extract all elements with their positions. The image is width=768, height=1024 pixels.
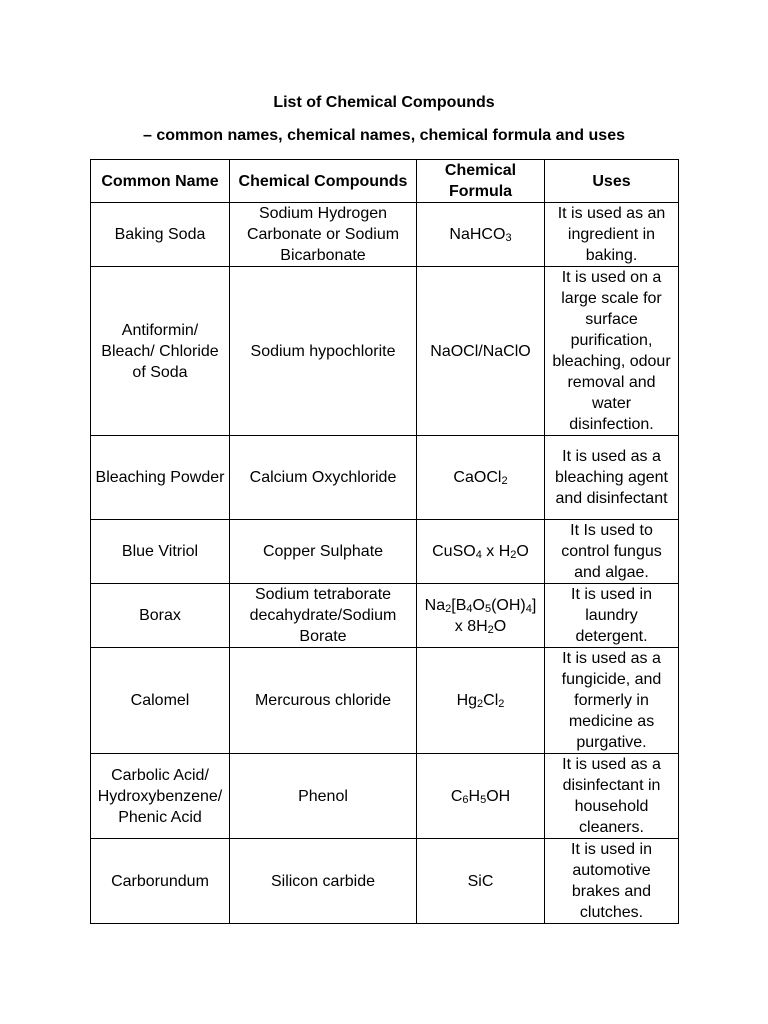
formula-part: NaOCl/NaClO xyxy=(430,342,531,360)
formula-part: CaOCl xyxy=(453,469,502,486)
formula-part: SiC xyxy=(467,872,494,890)
formula-cell xyxy=(417,839,545,924)
formula-cell xyxy=(417,520,545,584)
common-name-cell: Blue Vitriol xyxy=(91,520,230,584)
compound-cell: Phenol xyxy=(230,754,417,839)
uses-cell: It Is used to control fungus and algae. xyxy=(545,520,679,584)
table-row xyxy=(91,584,679,648)
table-row xyxy=(91,203,679,267)
common-name-cell: Carborundum xyxy=(91,839,230,924)
table-header-row xyxy=(91,160,679,203)
compound-cell: Copper Sulphate xyxy=(230,520,417,584)
formula-subscript: 6 xyxy=(462,793,469,806)
formula-part: (OH) xyxy=(491,596,526,614)
formula-part: O xyxy=(516,543,529,560)
formula-subscript: 2 xyxy=(501,475,508,487)
formula-part: CuSO xyxy=(432,543,476,560)
compound-cell: Sodium hypochlorite xyxy=(230,267,417,436)
page-subtitle: – common names, chemical names, chemical formula and uses xyxy=(143,127,625,144)
page-title: List of Chemical Compounds xyxy=(273,94,495,111)
formula-subscript: 2 xyxy=(477,698,484,710)
table-row xyxy=(91,648,679,754)
formula-part: O xyxy=(472,596,485,614)
formula-cell xyxy=(417,203,545,267)
formula-subscript: 4 xyxy=(475,549,482,561)
formula-part: ] x 8H xyxy=(454,596,537,635)
compound-cell: Sodium Hydrogen Carbonate or Sodium Bicarbonate xyxy=(230,203,417,267)
uses-cell: It is used as a fungicide, and formerly in medicine as purgative. xyxy=(545,648,679,754)
common-name-cell: Baking Soda xyxy=(91,203,230,267)
uses-cell: It is used on a large scale for surface purification, bleaching, odour removal and water disinfection. xyxy=(545,267,679,436)
header-chemical-compounds: Chemical Compounds xyxy=(230,160,417,203)
formula-part: C xyxy=(450,787,463,805)
compound-cell: Calcium Oxychloride xyxy=(230,436,417,520)
formula-subscript: 2 xyxy=(498,698,505,710)
formula-part: Na xyxy=(424,596,446,614)
formula-part: Hg xyxy=(456,692,478,709)
uses-cell: It is used as a disinfectant in household cleaners. xyxy=(545,754,679,839)
formula-part: H xyxy=(468,787,481,805)
formula-part: NaHCO xyxy=(449,226,506,243)
compound-cell: Mercurous chloride xyxy=(230,648,417,754)
table-row xyxy=(91,754,679,839)
common-name-cell: Bleaching Powder xyxy=(91,436,230,520)
compound-cell: Silicon carbide xyxy=(230,839,417,924)
formula-part: O xyxy=(493,617,507,635)
uses-cell: It is used in automotive brakes and clutches. xyxy=(545,839,679,924)
formula-subscript: 3 xyxy=(505,232,512,244)
common-name-cell: Antiformin/ Bleach/ Chloride of Soda xyxy=(91,267,230,436)
formula-subscript: 2 xyxy=(487,623,494,636)
uses-cell: It is used as a bleaching agent and disinfectant xyxy=(545,436,679,520)
table-row xyxy=(91,520,679,584)
formula-cell xyxy=(417,648,545,754)
formula-cell xyxy=(417,584,545,648)
formula-subscript: 2 xyxy=(445,602,452,615)
table-row xyxy=(91,436,679,520)
formula-cell xyxy=(417,754,545,839)
compound-cell: Sodium tetraborate decahydrate/Sodium Borate xyxy=(230,584,417,648)
common-name-cell: Carbolic Acid/ Hydroxybenzene/ Phenic Acid xyxy=(91,754,230,839)
formula-subscript: 4 xyxy=(466,602,473,615)
header-uses: Uses xyxy=(545,160,679,203)
formula-part: OH xyxy=(486,787,511,805)
formula-subscript: 5 xyxy=(484,602,492,615)
formula-part: [B xyxy=(451,596,467,614)
uses-cell: It is used as an ingredient in baking. xyxy=(545,203,679,267)
table-row xyxy=(91,839,679,924)
formula-subscript: 5 xyxy=(480,793,487,806)
common-name-cell: Borax xyxy=(91,584,230,648)
formula-part: x H xyxy=(481,543,511,560)
formula-cell xyxy=(417,267,545,436)
table-row xyxy=(91,267,679,436)
formula-part: Cl xyxy=(483,692,499,709)
table-body xyxy=(91,203,679,924)
common-name-cell: Calomel xyxy=(91,648,230,754)
compounds-table xyxy=(90,159,679,924)
formula-subscript: 2 xyxy=(510,549,517,561)
header-common-name: Common Name xyxy=(91,160,230,203)
uses-cell: It is used in laundry detergent. xyxy=(545,584,679,648)
formula-cell xyxy=(417,436,545,520)
formula-subscript: 4 xyxy=(525,602,532,615)
header-chemical-formula: Chemical Formula xyxy=(417,160,545,203)
